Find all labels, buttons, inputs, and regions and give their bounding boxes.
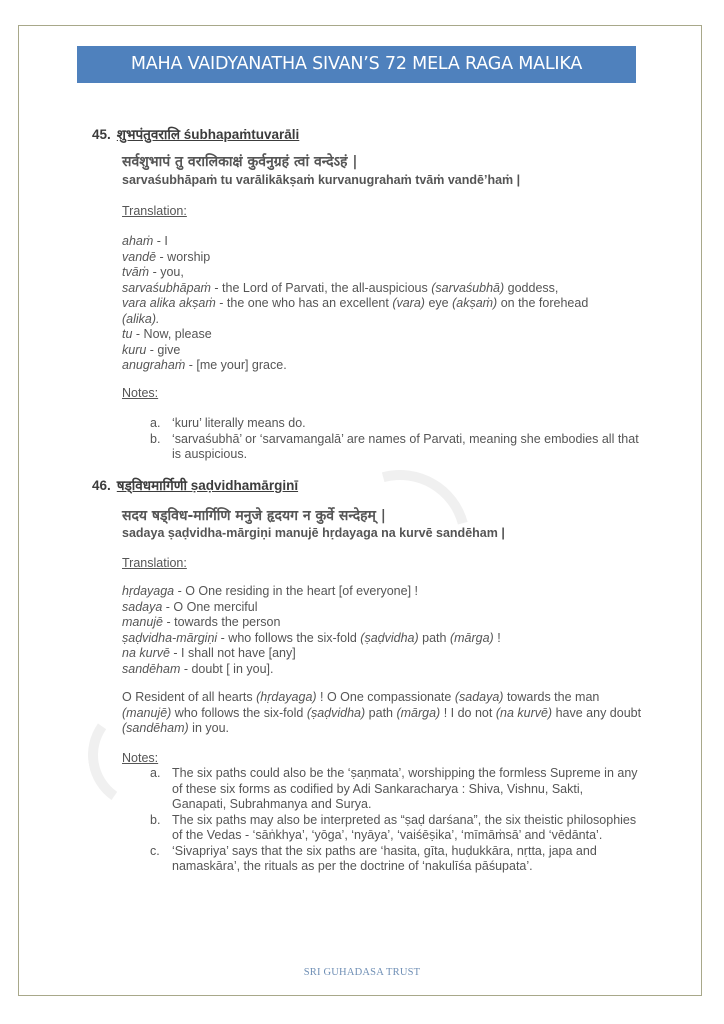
note-marker: c. — [150, 843, 160, 858]
term: (mārga) — [449, 630, 494, 645]
term: (alika). — [122, 311, 160, 326]
paragraph-term: (sadaya) — [454, 690, 504, 704]
note-text: ‘sarvaśubhā’ or ‘sarvamangalā’ are names of Parvati, meaning she embodies all that is auspicious. — [172, 431, 639, 461]
note-item — [150, 432, 640, 463]
note-text: The six paths may also be interpreted as “ṣaḍ darśana”, the six theistic philosophies of the Vedas - ‘sāṅkhya’, ‘yōga’, ‘nyāya’, ‘vaiśēṣika’, ‘mīmāṁsā’ and ‘vēdānta’. — [172, 812, 637, 842]
translation-line — [122, 662, 642, 678]
term: anugrahaṁ — [122, 358, 186, 372]
term: vandē — [122, 249, 157, 264]
paragraph-text: have any doubt — [552, 705, 642, 720]
translation-line — [122, 343, 642, 359]
translation-label: Translation: — [122, 204, 187, 218]
translation-line — [122, 327, 642, 343]
term: sarvaśubhāpaṁ — [122, 280, 211, 295]
meaning: on the forehead — [497, 296, 589, 310]
translation-line — [122, 234, 642, 250]
meaning: - I — [153, 234, 168, 248]
notes-label: Notes: — [122, 751, 159, 765]
translation-line — [122, 296, 642, 312]
meaning: - give — [146, 342, 181, 357]
meaning: - you, — [149, 265, 184, 279]
term: (vara) — [392, 296, 425, 310]
translation-line — [122, 600, 642, 616]
footer-text: SRI GUHADASA TRUST — [303, 967, 421, 978]
paragraph-term: (sandēham) — [122, 721, 189, 735]
note-text: ‘Sivapriya’ says that the six paths are ‘hasita, gīta, huḍukkāra, nṛtta, japa and namaskāra’, the rituals as per the doctrine of ‘nakulīśa pāśupata’. — [172, 843, 597, 873]
meaning: - the one who has an excellent — [215, 296, 393, 310]
term: sadaya — [122, 599, 163, 614]
meaning: - doubt [ in you]. — [180, 661, 274, 676]
translation-line — [122, 312, 642, 328]
translation-line — [122, 250, 642, 266]
note-marker: b. — [150, 812, 161, 827]
term: (akṣaṁ) — [452, 296, 498, 310]
term: ṣaḍvidha-mārgiṇi — [122, 630, 218, 645]
verse-romanized: sadaya ṣaḍvidha-mārgiṇi manujē hṛdayaga na kurvē sandēham | — [122, 526, 505, 540]
meaning: ! — [493, 630, 501, 645]
verse-devanagari: सर्वशुभापं तु वरालिकाक्षं कुर्वनुग्रहं त्वां वन्देऽहं | — [122, 154, 358, 170]
meaning: - I shall not have [any] — [169, 646, 296, 660]
term: kuru — [122, 342, 147, 357]
translation-line — [122, 646, 642, 662]
paragraph-text: ! I do not — [440, 705, 496, 720]
section-title-46 — [92, 476, 298, 494]
term: na kurvē — [122, 646, 170, 660]
translation-list — [122, 234, 642, 374]
paragraph-term: (manujē) — [122, 705, 172, 720]
section-heading: शुभपंतुवरालि śubhapaṁtuvarāli — [116, 127, 300, 142]
translation-line — [122, 265, 642, 281]
translation-line — [122, 281, 642, 297]
section-number: 45. — [92, 127, 111, 142]
meaning: - O One residing in the heart [of everyone] ! — [174, 584, 419, 598]
note-item — [150, 813, 640, 844]
paragraph-text: ! O One compassionate — [316, 690, 455, 704]
meaning: - [me your] grace. — [185, 358, 287, 372]
meaning: eye — [424, 296, 453, 310]
translation-line — [122, 615, 642, 631]
notes-list — [150, 766, 640, 875]
note-item — [150, 844, 640, 875]
summary-paragraph — [122, 690, 642, 737]
section-number: 46. — [92, 478, 111, 493]
paragraph-term: (mārga) — [396, 705, 441, 720]
document-header: MAHA VAIDYANATHA SIVAN’S 72 MELA RAGA MALIKA — [77, 46, 636, 83]
translation-list — [122, 584, 642, 677]
note-text: The six paths could also be the ‘ṣaṇmata’, worshipping the formless Supreme in any of these six forms as codified by Adi Sankaracharya : Shiva, Vishnu, Sakti, Ganapati, Subrahmanya and Surya. — [172, 766, 638, 811]
section-heading: षड्विधमार्गिणी ṣaḍvidhamārginī — [116, 478, 299, 493]
verse-romanized: sarvaśubhāpaṁ tu varālikākṣaṁ kurvanugrahaṁ tvāṁ vandē’haṁ | — [122, 173, 521, 187]
term: vara alika akṣaṁ — [122, 296, 216, 310]
note-item — [150, 416, 640, 432]
meaning: - O One merciful — [162, 599, 258, 614]
term: hṛdayaga — [122, 584, 175, 598]
paragraph-text: who follows the six-fold — [171, 705, 307, 720]
note-item — [150, 766, 640, 813]
paragraph-term: (ṣaḍvidha) — [306, 705, 366, 720]
notes-label: Notes: — [122, 386, 159, 400]
term: sandēham — [122, 661, 181, 676]
note-marker: a. — [150, 766, 161, 780]
translation-label: Translation: — [122, 556, 187, 570]
term: (sarvaśubhā) — [431, 280, 505, 295]
notes-list — [150, 416, 640, 463]
paragraph-text: path — [365, 705, 397, 720]
paragraph-text: towards the man — [503, 690, 600, 704]
term: tvāṁ — [122, 265, 150, 279]
paragraph-text: in you. — [188, 721, 230, 735]
meaning: - towards the person — [163, 615, 281, 629]
meaning: - who follows the six-fold — [217, 630, 361, 645]
term: ahaṁ — [122, 234, 154, 248]
meaning: - worship — [156, 249, 211, 264]
meaning: - the Lord of Parvati, the all-auspicious — [210, 280, 432, 295]
term: (ṣaḍvidha) — [360, 630, 419, 645]
note-marker: a. — [150, 416, 161, 430]
note-text: ‘kuru’ literally means do. — [172, 416, 306, 430]
translation-line — [122, 584, 642, 600]
paragraph-term: (na kurvē) — [495, 705, 553, 720]
translation-line — [122, 631, 642, 647]
translation-line — [122, 358, 642, 374]
meaning: goddess, — [504, 280, 559, 295]
meaning: path — [418, 630, 450, 645]
meaning: - Now, please — [132, 327, 212, 341]
term: manujē — [122, 615, 163, 629]
section-title-45 — [92, 125, 299, 143]
term: tu — [122, 327, 133, 341]
paragraph-text: O Resident of all hearts — [122, 690, 257, 704]
paragraph-term: (hṛdayaga) — [256, 690, 317, 704]
verse-devanagari: सदय षड्विध-मार्गिणि मनुजे हृदयग न कुर्वे सन्देहम् | — [122, 508, 386, 524]
note-marker: b. — [150, 431, 161, 446]
